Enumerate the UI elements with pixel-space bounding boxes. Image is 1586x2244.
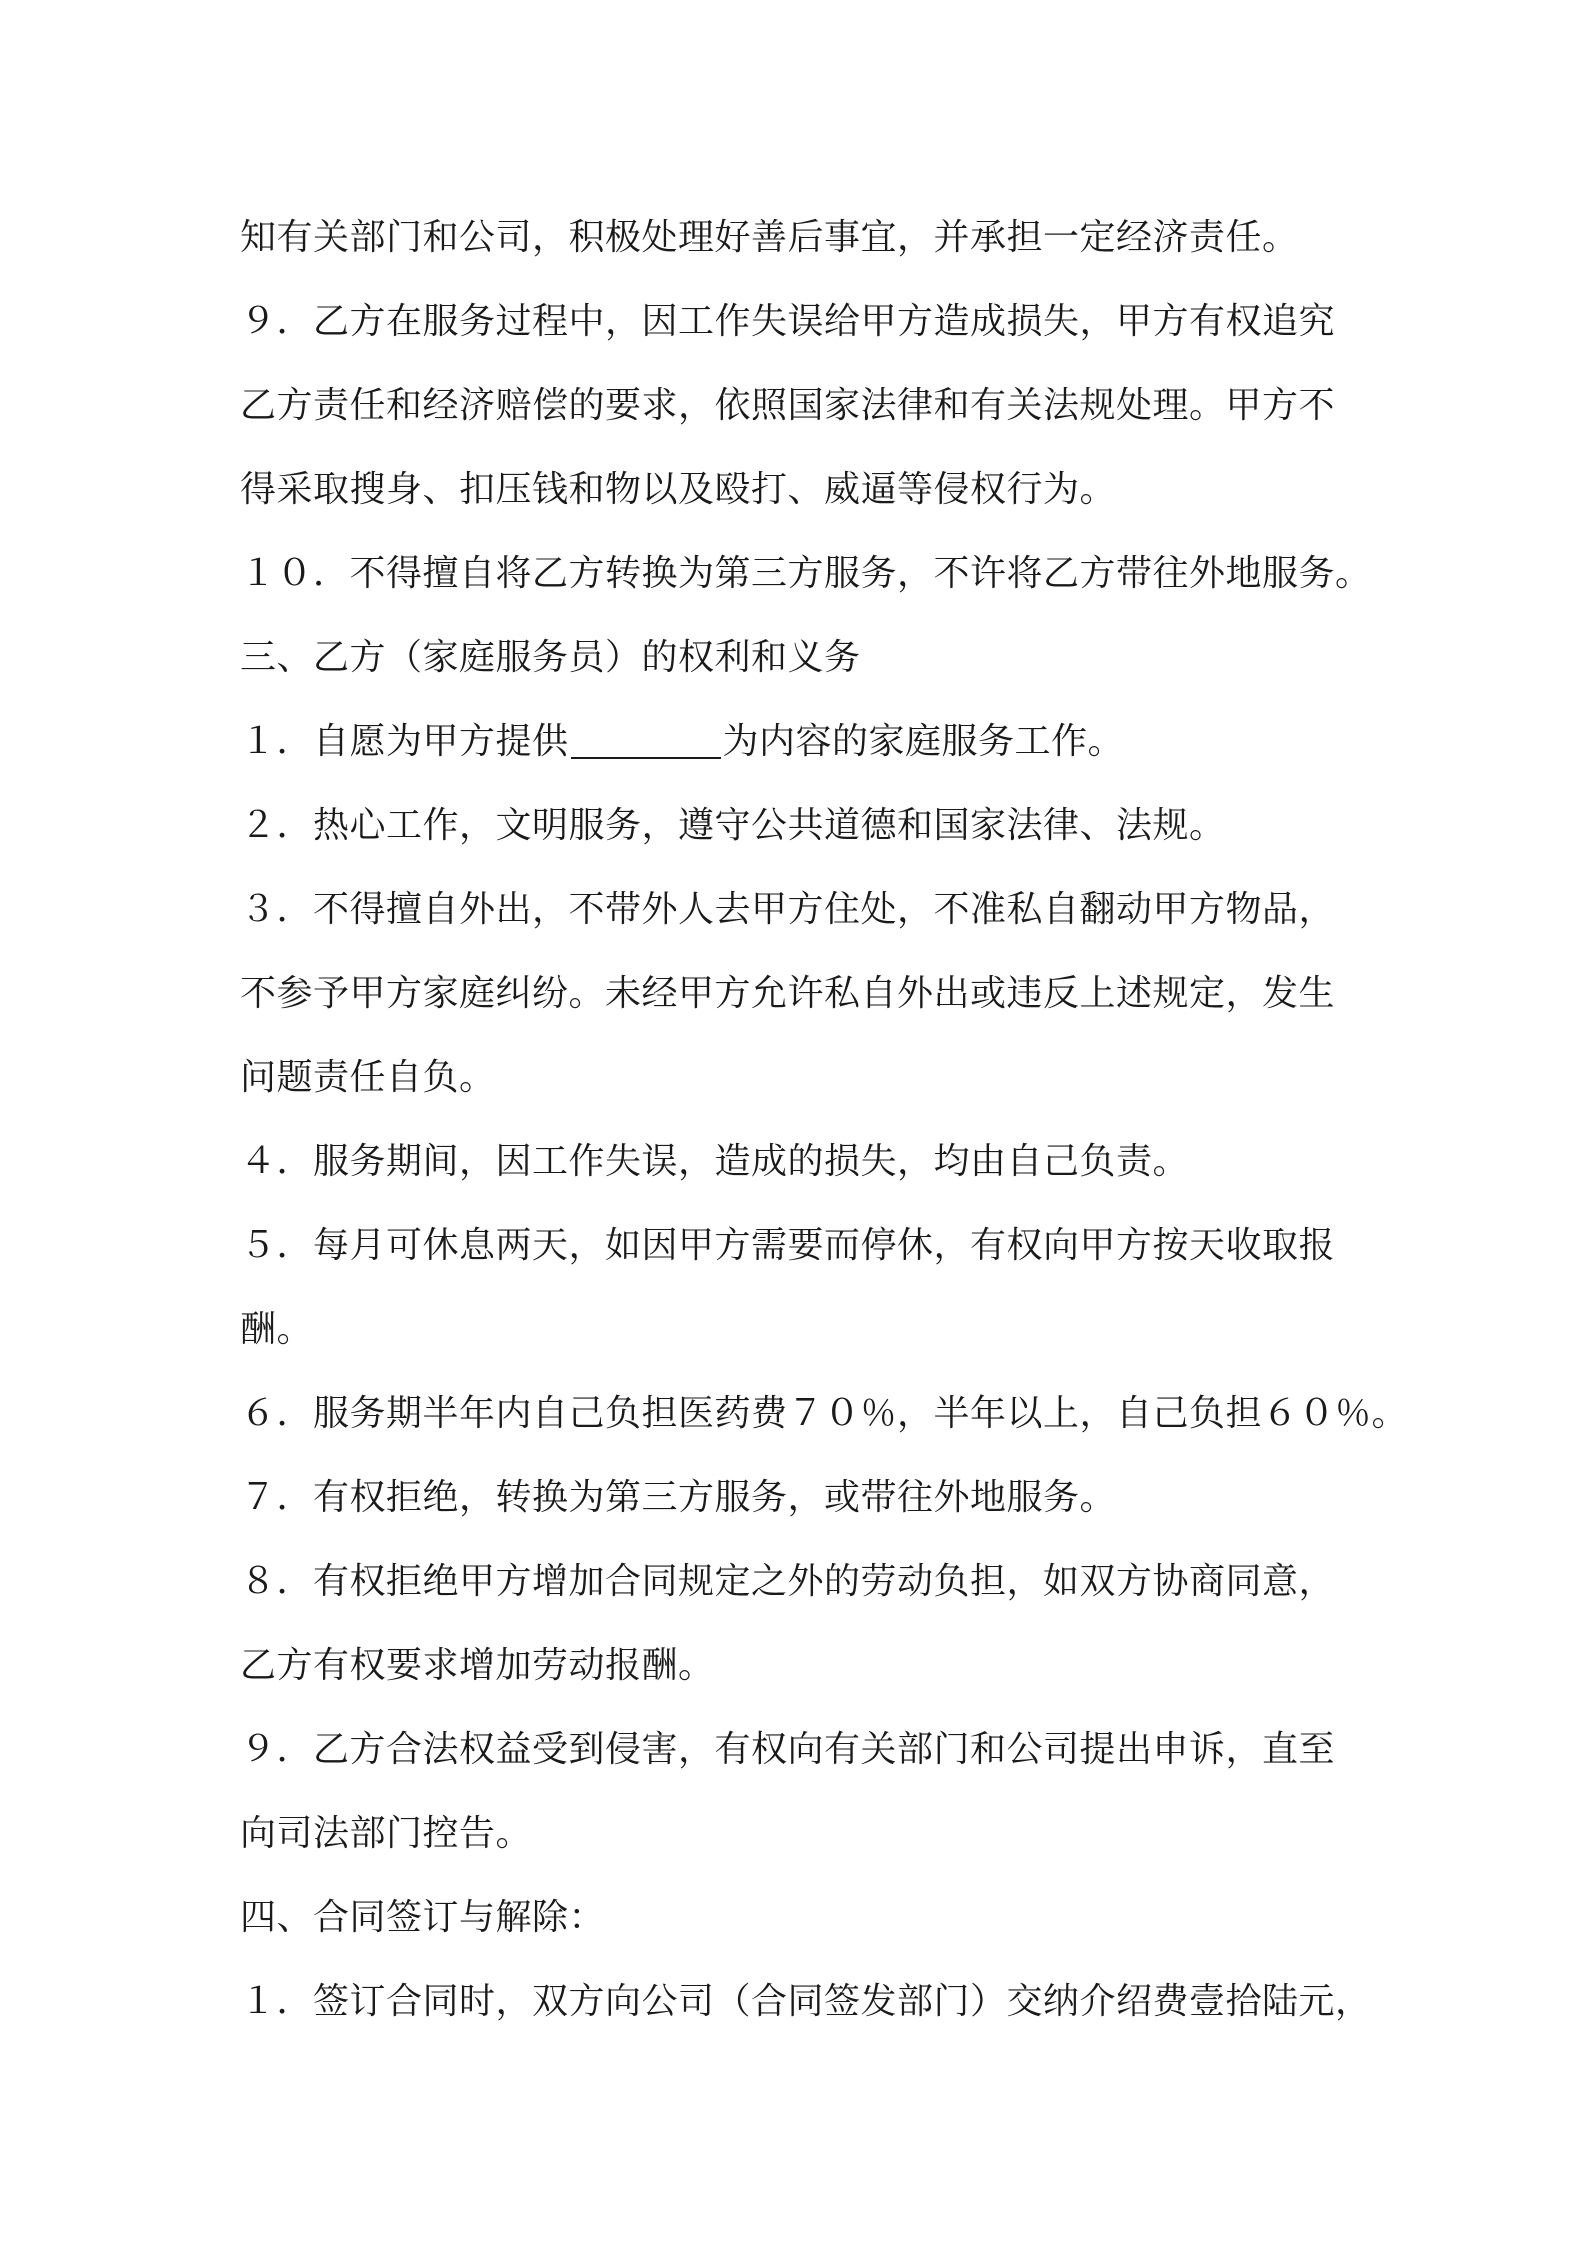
clause-9-party-a: ９．乙方在服务过程中，因工作失误给甲方造成损失，甲方有权追究: [240, 301, 1336, 342]
clause-1-text-end: 为内容的家庭服务工作。: [722, 721, 1125, 762]
document-body: [240, 196, 1409, 2044]
text-line: 乙方责任和经济赔偿的要求，依照国家法律和有关法规处理。甲方不: [240, 385, 1336, 426]
section-heading-4: 四、合同签订与解除：: [240, 1897, 606, 1938]
clause-1-section-4: １．签订合同时，双方向公司（合同签发部门）交纳介绍费壹拾陆元，: [240, 1981, 1372, 2022]
clause-3-party-b: ３．不得擅自外出，不带外人去甲方住处，不准私自翻动甲方物品，: [240, 889, 1336, 930]
section-heading-3: 三、乙方（家庭服务员）的权利和义务: [240, 637, 861, 678]
clause-10-party-a: １０．不得擅自将乙方转换为第三方服务，不许将乙方带往外地服务。: [240, 553, 1372, 594]
clause-1-party-b: [240, 700, 1390, 784]
text-line: 得采取搜身、扣压钱和物以及殴打、威逼等侵权行为。: [240, 469, 1117, 510]
text-line: 知有关部门和公司，积极处理好善后事宜，并承担一定经济责任。: [240, 217, 1299, 258]
clause-1-text-start: １．自愿为甲方提供: [240, 721, 569, 762]
clause-9-party-b: ９．乙方合法权益受到侵害，有权向有关部门和公司提出申诉，直至: [240, 1729, 1336, 1770]
clause-5-party-b: ５．每月可休息两天，如因甲方需要而停休，有权向甲方按天收取报: [240, 1225, 1336, 1266]
text-line: 酬。: [240, 1309, 314, 1350]
clause-7-party-b: ７．有权拒绝，转换为第三方服务，或带往外地服务。: [240, 1477, 1117, 1518]
text-line: 乙方有权要求增加劳动报酬。: [240, 1645, 715, 1686]
clause-6-party-b: ６．服务期半年内自己负担医药费７０％，半年以上，自己负担６０％。: [240, 1393, 1409, 1434]
text-line: 向司法部门控告。: [240, 1813, 533, 1854]
text-line: 问题责任自负。: [240, 1057, 496, 1098]
clause-4-party-b: ４．服务期间，因工作失误，造成的损失，均由自己负责。: [240, 1141, 1190, 1182]
clause-2-party-b: ２．热心工作，文明服务，遵守公共道德和国家法律、法规。: [240, 805, 1226, 846]
clause-8-party-b: ８．有权拒绝甲方增加合同规定之外的劳动负担，如双方协商同意，: [240, 1561, 1336, 1602]
text-line: 不参予甲方家庭纠纷。未经甲方允许私自外出或违反上述规定，发生: [240, 973, 1336, 1014]
fill-in-blank: [571, 757, 721, 759]
